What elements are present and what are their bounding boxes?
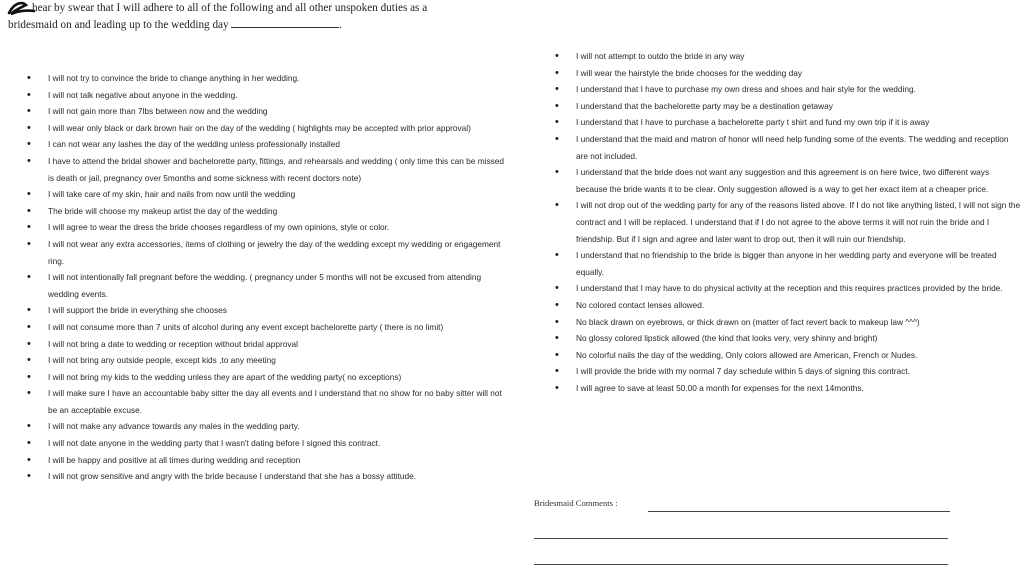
rule-item: • I will not grow sensitive and angry with the bride because I understand that she has a bossy attitude. xyxy=(22,468,508,485)
rule-item: • I will not bring my kids to the wedding unless they are apart of the wedding party( no exceptions) xyxy=(22,369,508,386)
rule-item: • I will not date anyone in the wedding party that I wasn't dating before I signed this contract. xyxy=(22,435,508,452)
rule-item: • I understand that no friendship to the bride is bigger than anyone in her wedding party and everyone will be treated equally. xyxy=(550,247,1022,280)
rule-item: • I will not intentionally fall pregnant before the wedding. ( pregnancy under 5 months will not be excused from attending wedding events. xyxy=(22,269,508,302)
oath-text-end: . xyxy=(339,19,343,31)
rule-item: • I will support the bride in everything she chooses xyxy=(22,302,508,319)
comments-line-3[interactable] xyxy=(534,564,948,565)
rule-item: • I will not make any advance towards any males in the wedding party. xyxy=(22,418,508,435)
rule-item: • I will not drop out of the wedding party for any of the reasons listed above. If I do not like anything listed, I will not sign the contract and I will be replaced. I understand that if I do not agree to the above terms it will not ruin the bride and I friendship. But if I sign and agree and later want to drop out, then it will ruin our friendship. xyxy=(550,197,1022,247)
comments-line-2[interactable] xyxy=(534,538,948,539)
rule-item: • I will provide the bride with my normal 7 day schedule within 5 days of signing this contract. xyxy=(550,363,1022,380)
rule-item: • No colorful nails the day of the wedding, Only colors allowed are American, French or Nudes. xyxy=(550,347,1022,364)
rule-item: • No colored contact lenses allowed. xyxy=(550,297,1022,314)
rule-item: • I will wear the hairstyle the bride chooses for the wedding day xyxy=(550,65,1022,82)
oath-intro xyxy=(8,0,508,34)
comments-label: Bridesmaid Comments : xyxy=(534,498,618,508)
oath-text-b: bridesmaid on and leading up to the wedding day xyxy=(8,19,229,31)
left-rules-list xyxy=(22,70,508,485)
rule-item: • I understand that I may have to do physical activity at the reception and this requires practices provided by the bride. xyxy=(550,280,1022,297)
rule-item: • I will not consume more than 7 units of alcohol during any event except bachelorette party ( there is no limit) xyxy=(22,319,508,336)
rule-item: • I will make sure I have an accountable baby sitter the day all events and I understand that no show for no baby sitter will not be an acceptable excuse. xyxy=(22,385,508,418)
oath-text-a: hear by swear that I will adhere to all of the following and all other unspoken duties as a xyxy=(32,2,428,14)
rule-item: • I understand that the bachelorette party may be a destination getaway xyxy=(550,98,1022,115)
oath-line-1 xyxy=(8,0,508,17)
rule-item: • I understand that the bride does not want any suggestion and this agreement is on here twice, two different ways because the bride wants it to be clear. Only suggestion allowed is a way to get her exact item at a cheaper price. xyxy=(550,164,1022,197)
rule-item: • I have to attend the bridal shower and bachelorette party, fittings, and rehearsals and wedding ( only time this can be missed is death or jail, pregnancy over 5months and some sickness with recent doctors note) xyxy=(22,153,508,186)
rule-item: • I will wear only black or dark brown hair on the day of the wedding ( highlights may be accepted with prior approval) xyxy=(22,120,508,137)
wedding-day-blank[interactable] xyxy=(231,27,339,28)
rule-item: • I understand that the maid and matron of honor will need help funding some of the events. The wedding and reception are not included. xyxy=(550,131,1022,164)
rule-item: • I will not bring a date to wedding or reception without bridal approval xyxy=(22,336,508,353)
right-rules-list xyxy=(550,48,1022,396)
signature-scribble xyxy=(6,0,36,19)
comments-line-1[interactable] xyxy=(648,511,950,512)
rule-item: • I will not wear any extra accessories, items of clothing or jewelry the day of the wedding except my wedding or engagement ring. xyxy=(22,236,508,269)
rule-item: • No black drawn on eyebrows, or thick drawn on (matter of fact revert back to makeup law ^^^) xyxy=(550,314,1022,331)
rule-item: • No glossy colored lipstick allowed (the kind that looks very, very shinny and bright) xyxy=(550,330,1022,347)
rule-item: • I understand that I have to purchase a bachelorette party t shirt and fund my own trip if it is away xyxy=(550,114,1022,131)
rule-item: • I understand that I have to purchase my own dress and shoes and hair style for the wedding. xyxy=(550,81,1022,98)
rule-item: • I will not gain more than 7lbs between now and the wedding xyxy=(22,103,508,120)
rule-item: • The bride will choose my makeup artist the day of the wedding xyxy=(22,203,508,220)
rule-item: • I will not talk negative about anyone in the wedding. xyxy=(22,87,508,104)
oath-line-2 xyxy=(8,17,508,34)
rule-item: • I will agree to save at least 50.00 a month for expenses for the next 14months. xyxy=(550,380,1022,397)
rule-item: • I will be happy and positive at all times during wedding and reception xyxy=(22,452,508,469)
rule-item: • I will not attempt to outdo the bride in any way xyxy=(550,48,1022,65)
rule-item: • I will agree to wear the dress the bride chooses regardless of my own opinions, style or color. xyxy=(22,219,508,236)
rule-item: • I will not bring any outside people, except kids ,to any meeting xyxy=(22,352,508,369)
rule-item: • I can not wear any lashes the day of the wedding unless professionally installed xyxy=(22,136,508,153)
rule-item: • I will not try to convince the bride to change anything in her wedding. xyxy=(22,70,508,87)
rule-item: • I will take care of my skin, hair and nails from now until the wedding xyxy=(22,186,508,203)
